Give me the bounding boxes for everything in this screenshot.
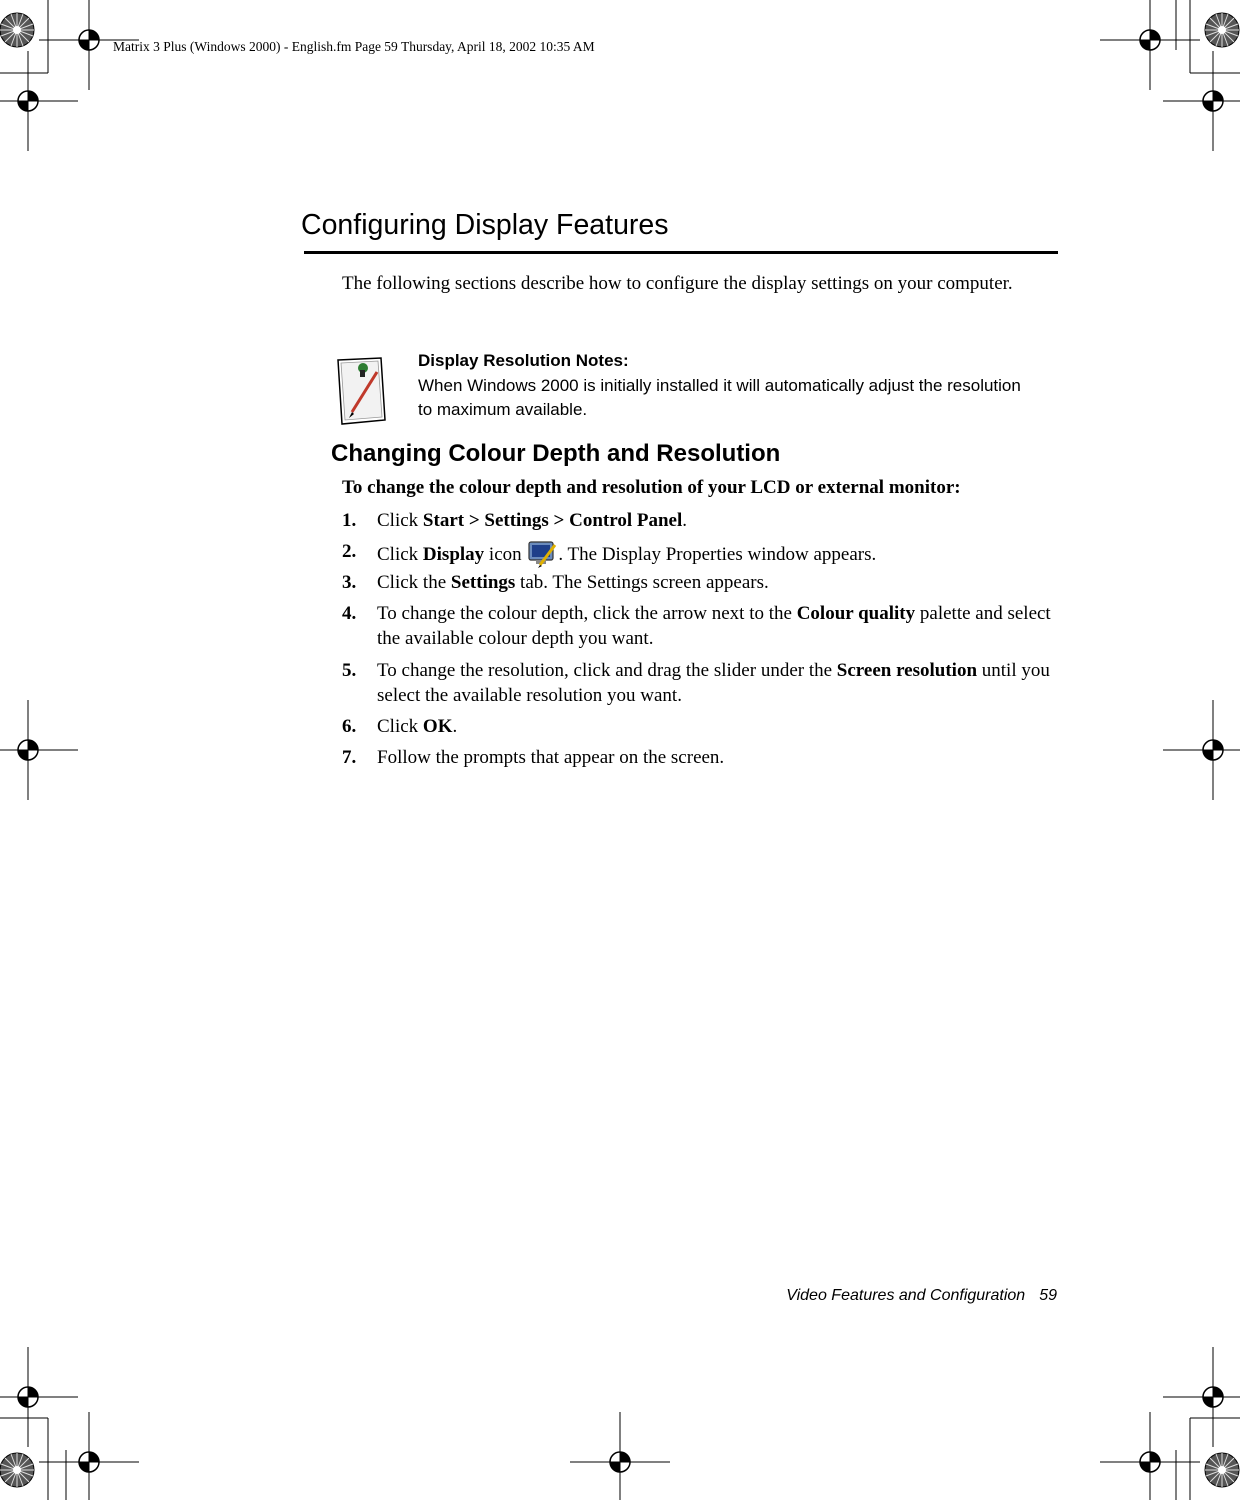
step-text: Click OK. [377, 716, 458, 737]
registration-mark-icon [570, 1412, 670, 1500]
registration-mark-icon [1100, 1412, 1200, 1500]
page-number: 59 [1039, 1287, 1057, 1304]
step-text: To change the colour depth, click the arrow next to the Colour quality palette and select the available colour depth you want. [377, 603, 1051, 649]
registration-mark-icon [0, 51, 78, 151]
registration-mark-icon [39, 1412, 139, 1500]
registration-star-icon [1205, 1453, 1239, 1487]
registration-mark-icon [1163, 51, 1240, 151]
procedure-lead: To change the colour depth and resolution of your LCD or external monitor: [342, 477, 961, 498]
section-heading: Changing Colour Depth and Resolution [331, 440, 781, 467]
print-header: Matrix 3 Plus (Windows 2000) - English.fm Page 59 Thursday, April 18, 2002 10:35 AM [113, 39, 595, 54]
page-footer [700, 1287, 1057, 1305]
step-text: Follow the prompts that appear on the screen. [377, 747, 725, 768]
step-number: 7. [342, 747, 357, 768]
display-properties-icon [528, 539, 558, 569]
step-number: 4. [342, 603, 357, 624]
registration-star-icon [0, 13, 34, 47]
registration-mark-icon [1163, 1347, 1240, 1447]
page-title: Configuring Display Features [301, 209, 669, 241]
note-title: Display Resolution Notes: [418, 351, 629, 370]
registration-mark-icon [1163, 700, 1240, 800]
footer-section: Video Features and Configuration [786, 1287, 1026, 1304]
note-pen-icon [335, 354, 391, 426]
step-number: 5. [342, 660, 357, 681]
step-number: 1. [342, 510, 357, 531]
registration-mark-icon [0, 700, 78, 800]
registration-mark-icon [0, 1347, 78, 1447]
step-number: 3. [342, 572, 357, 593]
registration-mark-icon [1100, 0, 1200, 90]
note-body: When Windows 2000 is initially installed it will automatically adjust the resolution to maximum available. [418, 376, 1021, 419]
step-text: Click Display icon . The Display Properties window appears. [377, 539, 1057, 569]
title-rule [304, 251, 1058, 254]
step-number: 6. [342, 716, 357, 737]
step-text: Click the Settings tab. The Settings screen appears. [377, 572, 769, 593]
registration-star-icon [0, 1453, 34, 1487]
step-number: 2. [342, 541, 357, 562]
step-text: Click Start > Settings > Control Panel. [377, 510, 687, 531]
registration-star-icon [1205, 13, 1239, 47]
step-text: To change the resolution, click and drag the slider under the Screen resolution until you select the available resolution you want. [377, 660, 1050, 706]
intro-paragraph: The following sections describe how to configure the display settings on your computer. [342, 273, 1013, 294]
